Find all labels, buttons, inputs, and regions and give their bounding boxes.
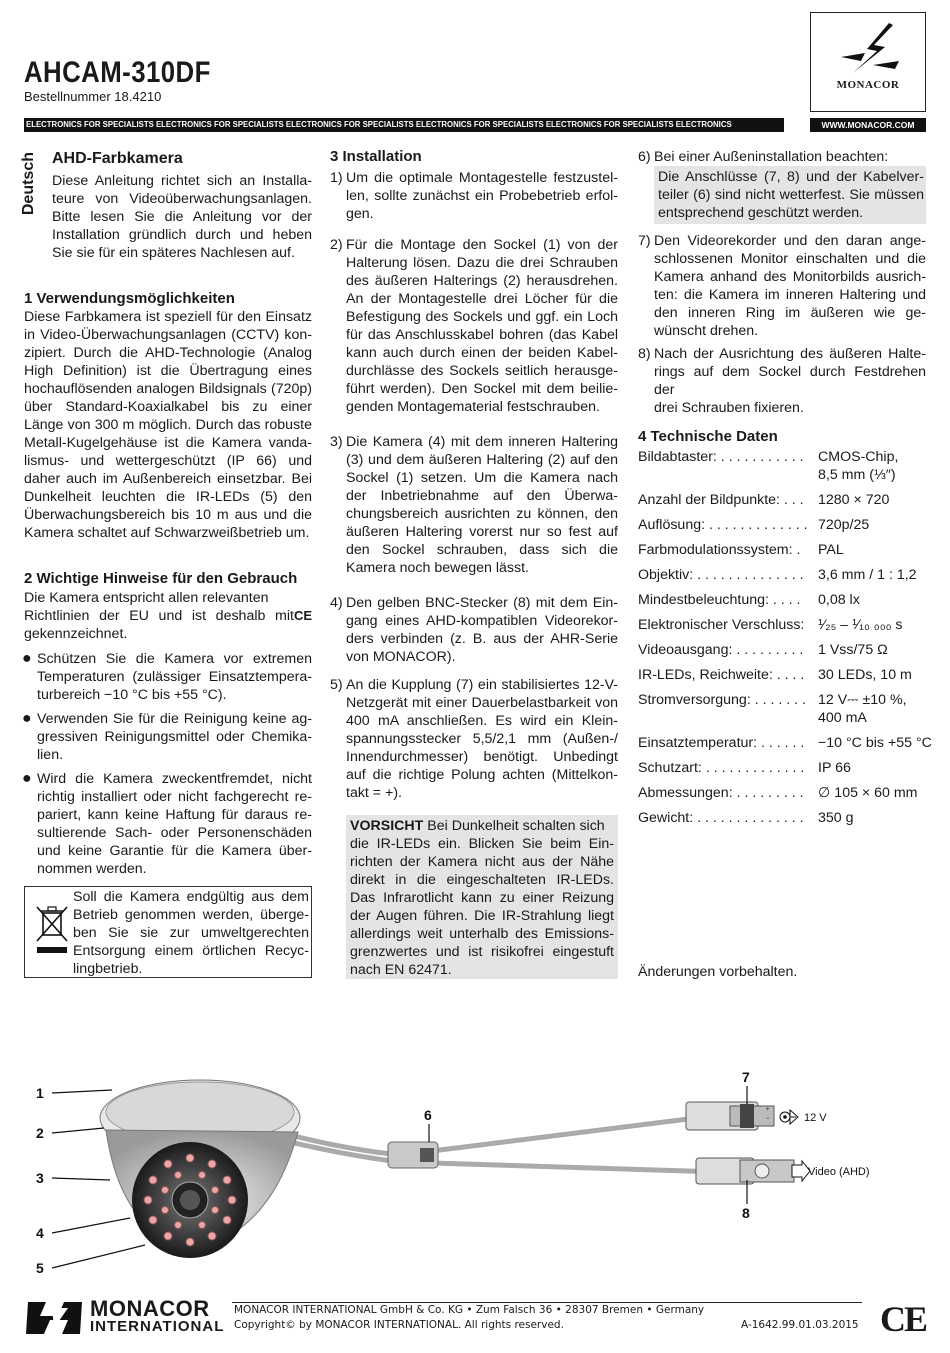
text-line: auf die richtige Polung achten (Mittelkon- — [346, 767, 618, 783]
bullet-text — [37, 710, 312, 764]
document-number: A-1642.99.01.03.2015 — [741, 1319, 859, 1331]
changes-note: Änderungen vorbehalten. — [638, 964, 798, 980]
text-line: für das Anschlusskabel bohren (das Kabel — [346, 327, 618, 343]
text-line: schlossenen Monitor einschalten und die — [654, 251, 926, 267]
spec-label: Mindestbeleuchtung: . . . . — [638, 592, 801, 608]
footer-divider — [232, 1302, 862, 1303]
text-line: Betrieb genommen werden, überge- — [73, 907, 309, 923]
section-2-text: Die Kamera entspricht allen relevanten Richtlinien der EU und ist deshalb mit CE gekennzeichnet. — [24, 590, 312, 642]
logo-brand-name: MONACOR — [836, 79, 900, 91]
text-line: An der Montagestelle drei Löcher für die — [346, 291, 618, 307]
text-line: Länge von 300 m möglich. Durch das robuste — [24, 417, 312, 433]
text-line: An die Kupplung (7) ein stabilisiertes 12-V- — [346, 677, 618, 693]
intro-paragraph — [52, 172, 312, 262]
text-line: teiler (6) sind nicht wetterfest. Sie müssen — [658, 187, 924, 203]
spec-value: 12 V⎓ ±10 %, — [818, 692, 907, 708]
text-line: grenzwertes und ist risikofrei eingestuft — [350, 944, 614, 960]
step-text — [346, 594, 618, 666]
text-line: durchlässe des Sockels seitlich herausge- — [346, 363, 618, 379]
step-number: 7) — [638, 233, 651, 249]
text-line: allerdings weit unterhalb des Emissions- — [350, 926, 614, 942]
text-line: turbereich −10 °C bis +55 °C). — [37, 687, 227, 703]
text-line: (3) und dem äußeren Haltering (2) auf den — [346, 452, 618, 468]
step-number: 8) — [638, 346, 651, 362]
product-title: AHD-Farbkamera — [52, 150, 183, 167]
text-line: entsprechend geschützt werden. — [658, 205, 864, 221]
ce-small-mark: CE — [293, 608, 312, 623]
text-line: teure von Videoüberwachungsanlagen. — [52, 191, 312, 207]
footer-address: MONACOR INTERNATIONAL GmbH & Co. KG • Zum Falsch 36 • 28307 Bremen • Germany — [234, 1304, 705, 1316]
text-line: ben Sie sie zur umweltgerechten — [73, 925, 309, 941]
text-line: der Augen führen. Die IR-Strahlung liegt — [350, 908, 614, 924]
text-line: Temperaturen (zulässiger Einsatztempera- — [37, 669, 312, 685]
label-7: 7 — [742, 1069, 750, 1085]
text-line: den Sockel schrauben, dass sich die — [346, 542, 618, 558]
model-title: AHCAM-310DF — [24, 56, 211, 89]
text-line: Kamera noch bewegen lässt. — [346, 560, 529, 576]
label-6: 6 — [424, 1107, 432, 1123]
spec-label: Auflösung: . . . . . . . . . . . . . — [638, 517, 808, 533]
text-line: Nach der Ausrichtung des äußeren Halte- — [654, 346, 926, 362]
spec-label: Videoausgang: . . . . . . . . . — [638, 642, 804, 658]
ce-mark: CE — [880, 1299, 927, 1339]
text-line: Sie sie für ein späteres Nachlesen auf. — [52, 245, 295, 261]
spec-value: −10 °C bis +55 °C — [818, 735, 932, 751]
spec-value: 1280 × 720 — [818, 492, 890, 508]
spec-label: Gewicht: . . . . . . . . . . . . . . — [638, 810, 804, 826]
text-line: wünscht drehen. — [654, 323, 759, 339]
text-line: Diese Anleitung richtet sich an Installa- — [52, 173, 312, 189]
text-line: Metall-Kugelgehäuse ist die Kamera vanda- — [24, 435, 312, 451]
text-line: und keine Garantie für die Kamera über- — [37, 843, 312, 859]
spec-label: Elektronischer Verschluss: — [638, 617, 805, 633]
text-line: von MONACOR). — [346, 649, 456, 665]
spec-value: ¹⁄₂₅ – ¹⁄₁₀ ₀₀₀ s — [818, 617, 903, 633]
spec-label: Objektiv: . . . . . . . . . . . . . . — [638, 567, 804, 583]
text-line: gen. — [346, 206, 374, 222]
spec-label: Anzahl der Bildpunkte: . . . — [638, 492, 804, 508]
text-line: Die Kamera (4) mit dem inneren Haltering — [346, 434, 618, 450]
text-line: Den gelben BNC-Stecker (8) mit dem Ein- — [346, 595, 618, 611]
text-line: Dunkelheit leuchten die IR-LEDs (5) den — [24, 489, 312, 505]
text-line: Wird die Kamera zweckentfremdet, nicht — [37, 771, 312, 787]
power-cable — [290, 1115, 720, 1155]
step-text — [346, 169, 618, 223]
monacor-logo — [810, 12, 926, 112]
text-line: Sockel (1) setzen. Um die Kamera nach — [346, 470, 618, 486]
text-line: der Inbetriebnahme auf den Überwa- — [346, 488, 618, 504]
spec-value: 0,08 lx — [818, 592, 860, 608]
step-6-number: 6) — [638, 149, 651, 165]
text-line: richten der Kamera nicht aus der Nähe — [350, 854, 614, 870]
text-line: chungsbereich ausrichten zu können, den — [346, 506, 618, 522]
spec-value: 720p/25 — [818, 517, 870, 533]
spec-value: 350 g — [818, 810, 854, 826]
spec-value: ∅ 105 × 60 mm — [818, 785, 918, 801]
text-line: über Standard-Koaxialkabel bis zu einer — [24, 399, 312, 415]
section-2-heading: 2 Wichtige Hinweise für den Gebrauch — [24, 570, 298, 587]
spec-label: Einsatztemperatur: . . . . . . — [638, 735, 805, 751]
disposal-notice — [24, 886, 312, 978]
text-line: richtig installiert oder nicht fachgerecht re- — [37, 789, 312, 805]
step-number: 2) — [330, 237, 343, 253]
label-8: 8 — [742, 1205, 750, 1221]
text-line: Das Infrarotlicht kann zu einer Reizung — [350, 890, 614, 906]
text-line: takt = +). — [346, 785, 402, 801]
step-number: 5) — [330, 677, 343, 693]
text-line: pariert, kann keine Haftung für daraus re- — [37, 807, 312, 823]
text-line: den inneren Ring im äußeren wie ge- — [654, 305, 926, 321]
spec-label: IR-LEDs, Reichweite: . . . . — [638, 667, 805, 683]
product-figure — [20, 1060, 920, 1285]
text-line: nach EN 62471. — [350, 962, 452, 978]
spec-label: Stromversorgung: . . . . . . . — [638, 692, 806, 708]
footer-brand: MONACOR — [90, 1296, 210, 1321]
weather-warning-box — [654, 166, 926, 224]
spec-value: 400 mA — [818, 710, 867, 726]
svg-text:+: + — [766, 1107, 770, 1113]
label-1: 1 — [36, 1085, 44, 1101]
text-line: in Video-Überwachungsanlagen (CCTV) kon- — [24, 327, 312, 343]
text-line: Bitte lesen Sie die Anleitung vor der — [52, 209, 312, 225]
text-line: direkt in die eingeschalteten IR-LEDs. — [350, 872, 614, 888]
spec-value: 1 Vss/75 Ω — [818, 642, 888, 658]
caution-box: VORSICHT Bei Dunkelheit schalten sich die IR-LEDs ein. Blicken Sie beim Ein- richten der Kamera nicht aus der Nähe direkt in die eingeschalteten IR-LEDs. Das Infrarotlicht kann zu einer Reizung der Augen führen. Die IR-Strahlung liegt allerdings weit unterhalb des Emissions- grenzwertes und ist risikofrei eingestuft nach EN 62471. — [346, 815, 618, 979]
text-line: Schützen Sie die Kamera vor extremen — [37, 651, 312, 667]
section-3-heading: 3 Installation — [330, 148, 422, 165]
text-line: Halterung lösen. Dazu die drei Schrauben — [346, 255, 618, 271]
bullet-text — [37, 770, 312, 878]
spec-value: IP 66 — [818, 760, 851, 776]
text-line: Um die optimale Montagestelle festzustel- — [346, 170, 618, 186]
step-text — [654, 345, 926, 417]
text-line: spannungsstecker 5,5/2,1 mm (Außen-/ — [346, 731, 618, 747]
step-number: 4) — [330, 595, 343, 611]
text-line: lingbetrieb. — [73, 961, 143, 977]
label-4: 4 — [36, 1225, 44, 1241]
text-line: Netzgerät mit einer Dauerbelastbarkeit von — [346, 695, 618, 711]
text-line: die IR-LEDs ein. Blicken Sie beim Ein- — [350, 836, 614, 852]
step-text — [346, 236, 618, 416]
text-line: Soll die Kamera endgültig aus dem — [73, 889, 309, 905]
dome-camera — [100, 1080, 300, 1258]
label-2: 2 — [36, 1125, 44, 1141]
spec-value: 8,5 mm (⅓″) — [818, 467, 896, 483]
text-line: genden Montagematerial festschrauben. — [346, 399, 600, 415]
crossed-bin-icon — [33, 903, 73, 963]
footer-brand-sub: INTERNATIONAL — [90, 1318, 225, 1335]
text-line: Entsorgung einem örtlichen Recyc- — [73, 943, 309, 959]
text-line: ders verbinden (z. B. aus der AHR-Serie — [346, 631, 618, 647]
text-line: Diese Farbkamera ist speziell für den Einsatz — [24, 309, 312, 325]
spec-label: Schutzart: . . . . . . . . . . . . . — [638, 760, 805, 776]
text-line: hochauflösenden analogen Bildsignals (720p) — [24, 381, 312, 397]
website-url[interactable]: WWW.MONACOR.COM — [810, 118, 926, 132]
step-6-text: Bei einer Außeninstallation beachten: — [654, 149, 889, 165]
text-line: lien. — [37, 747, 64, 763]
step-number: 1) — [330, 170, 343, 186]
text-line: ten: die Kamera im inneren Haltering und — [654, 287, 926, 303]
text-line: Verwenden Sie für die Reinigung keine ag- — [37, 711, 312, 727]
spec-label: Abmessungen: . . . . . . . . . — [638, 785, 804, 801]
text-line: Für die Montage den Sockel (1) von der — [346, 237, 618, 253]
step-text — [346, 433, 618, 577]
text-line: gressiven Reinigungsmittel oder Chemika- — [37, 729, 312, 745]
spec-label: Bildabtaster: . . . . . . . . . . . — [638, 449, 804, 465]
text-line: Kamera anhand des Monitorbilds ausrich- — [654, 269, 926, 285]
text-line: len, sollte zunächst ein Probebetrieb erfol- — [346, 188, 618, 204]
spec-value: 30 LEDs, 10 m — [818, 667, 912, 683]
bullet-icon: ● — [22, 650, 32, 667]
label-3: 3 — [36, 1170, 44, 1186]
text-line: Den Videorekorder und den daran ange- — [654, 233, 926, 249]
text-line: des äußeren Halterings (2) herausdrehen. — [346, 273, 618, 289]
footer-copyright: Copyright© by MONACOR INTERNATIONAL. All rights reserved. — [234, 1319, 564, 1331]
text-line: Befestigung des Sockels und ggf. ein Loch — [346, 309, 618, 325]
text-line: Innendurchmesser) benötigt. Unbedingt — [346, 749, 618, 765]
spec-value: PAL — [818, 542, 844, 558]
text-line: gang eines AHD-kompatiblen Videorekor- — [346, 613, 618, 629]
text-line: äußeren Haltering vorerst nur so fest auf — [346, 524, 618, 540]
language-tab: Deutsch — [20, 152, 37, 216]
text-line: High Definition) ist die Übertragung eines — [24, 363, 312, 379]
bullet-icon: ● — [22, 710, 32, 727]
text-line: drei Schrauben fixieren. — [654, 400, 804, 416]
bullet-icon: ● — [22, 770, 32, 787]
slogan-strip: ELECTRONICS FOR SPECIALISTS ELECTRONICS FOR SPECIALISTS ELECTRONICS FOR SPECIALISTS ELECTRONICS FOR SPECIALISTS ELECTRONICS FOR SPECIALISTS ELECTRONICS — [24, 118, 784, 132]
video-label: Video (AHD) — [808, 1166, 870, 1178]
spec-value: 3,6 mm / 1 : 1,2 — [818, 567, 917, 583]
text-line: kann auch durch einen der beiden Kabel- — [346, 345, 618, 361]
caution-label: VORSICHT — [350, 818, 424, 834]
spec-value: CMOS-Chip, — [818, 449, 899, 465]
text-line: Installation gründlich durch und heben — [52, 227, 312, 243]
footer-lightning-icon — [24, 1300, 84, 1336]
label-5: 5 — [36, 1260, 44, 1276]
text-line: lismus- und wettergeschützt (IP 66) und — [24, 453, 312, 469]
text-line: nommen werden. — [37, 861, 147, 877]
lightning-logo-icon — [811, 13, 927, 113]
svg-text:−: − — [766, 1116, 770, 1122]
step-text — [654, 232, 926, 340]
spec-label: Farbmodulationssystem: . — [638, 542, 801, 558]
text-line: zipiert. Durch die AHD-Technologie (Analog — [24, 345, 312, 361]
step-text — [346, 676, 618, 802]
footer-logo — [24, 1298, 224, 1338]
section-1-heading: 1 Verwendungsmöglichkeiten — [24, 290, 235, 307]
bullet-text — [37, 650, 312, 704]
text-line: Überwachungsbereich bis 10 m aus und die — [24, 507, 312, 523]
section-1-text — [24, 308, 312, 542]
text-line: Die Anschlüsse (7, 8) und der Kabelver- — [658, 169, 924, 185]
step-number: 3) — [330, 434, 343, 450]
text-line: führt werden). Den Sockel mit dem beilie- — [346, 381, 618, 397]
order-number: Bestellnummer 18.4210 — [24, 89, 162, 104]
text-line: Kamera schaltet auf Schwarzweißbetrieb um. — [24, 525, 310, 541]
text-line: daher auch im Außenbereich einsetzbar. Bei — [24, 471, 312, 487]
power-label: 12 V — [804, 1112, 827, 1124]
section-4-heading: 4 Technische Daten — [638, 428, 778, 445]
text-line: 400 mA anschließen. Es wird ein Klein- — [346, 713, 618, 729]
text-line: rings auf dem Sockel durch Festdrehen der — [654, 364, 926, 398]
text-line: sultierende Sach- oder Personenschäden — [37, 825, 312, 841]
